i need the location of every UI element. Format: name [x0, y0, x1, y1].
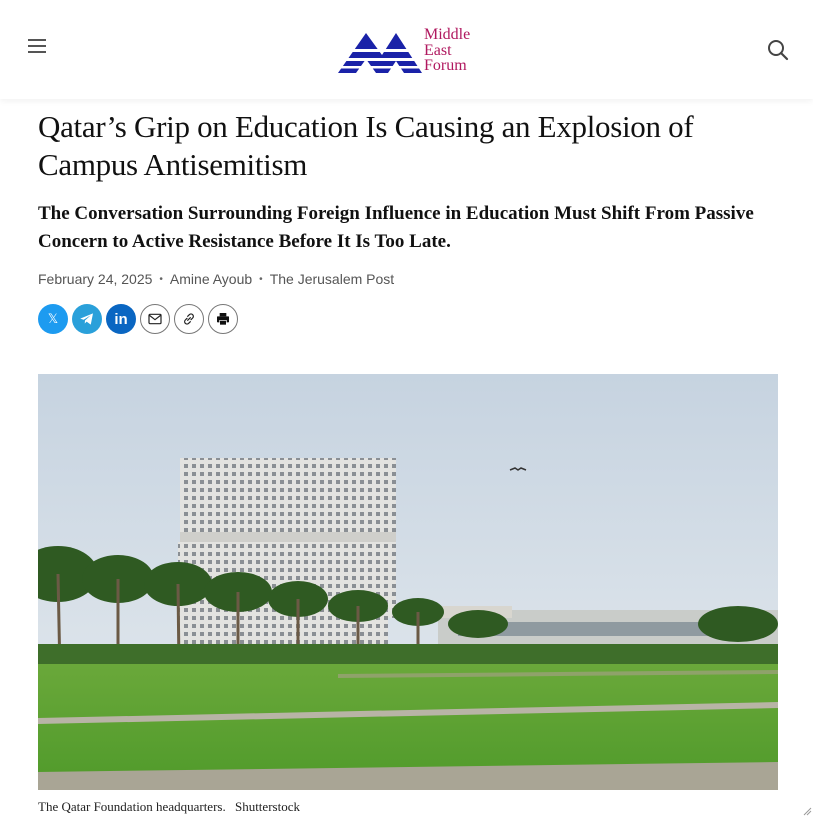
print-button[interactable]: [208, 304, 238, 334]
site-header: [0, 0, 813, 99]
print-icon: [215, 311, 231, 327]
article-meta: [38, 270, 394, 288]
copy-link-button[interactable]: [174, 304, 204, 334]
caption-credit: Shutterstock: [234, 799, 300, 814]
article-image: [38, 374, 778, 790]
article-source: The Jerusalem Post: [269, 271, 395, 287]
telegram-icon: [78, 310, 96, 328]
site-logo[interactable]: [338, 24, 480, 76]
share-linkedin-button[interactable]: [106, 304, 136, 334]
share-telegram-button[interactable]: [72, 304, 102, 334]
link-icon: [181, 311, 197, 327]
article-date: February 24, 2025: [38, 271, 153, 287]
share-bar: [38, 304, 238, 334]
logo-mark: [338, 25, 422, 75]
article-title: Qatar’s Grip on Education Is Causing an Explosion of Campus Antisemitism: [38, 109, 694, 182]
image-caption: [38, 799, 300, 815]
logo-line-3: Forum: [424, 57, 467, 74]
logo-line-1: Middle: [424, 26, 471, 43]
logo-line-2: East: [424, 41, 452, 59]
linkedin-icon: in: [114, 310, 128, 328]
meta-separator: •: [159, 273, 163, 285]
article-subtitle: The Conversation Surrounding Foreign Influence in Education Must Shift From Passive Concern to Active Resistance Before It Is Too Late.: [38, 203, 754, 252]
search-icon[interactable]: [766, 38, 790, 62]
resize-handle-icon[interactable]: [802, 806, 812, 816]
article-author[interactable]: Amine Ayoub: [169, 271, 253, 287]
x-icon: 𝕏: [47, 311, 59, 326]
share-x-button[interactable]: [38, 304, 68, 334]
caption-text: The Qatar Foundation headquarters.: [38, 799, 226, 814]
logo-wordmark: [424, 27, 470, 74]
meta-separator: •: [259, 273, 263, 285]
email-icon: [147, 311, 163, 327]
hamburger-menu-icon[interactable]: [28, 39, 48, 59]
share-email-button[interactable]: [140, 304, 170, 334]
